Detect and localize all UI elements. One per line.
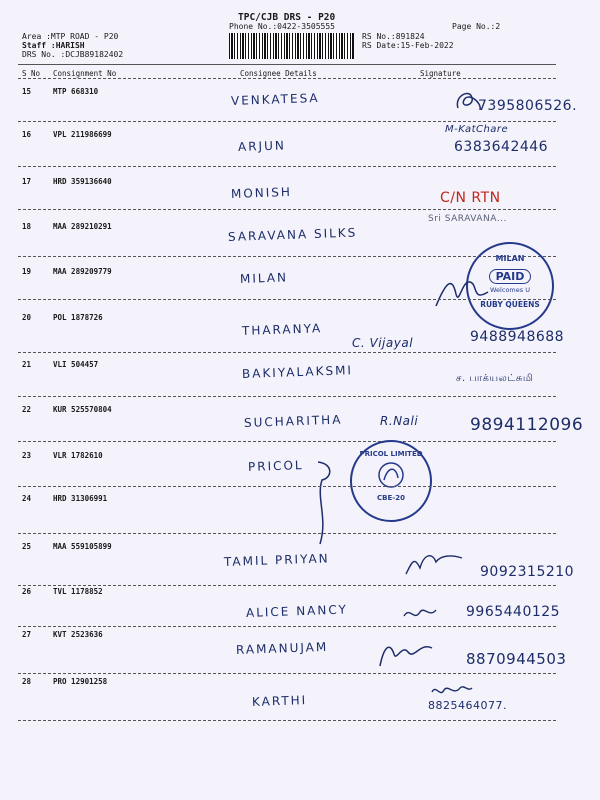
col-consignee-header: Consignee Details: [240, 69, 317, 78]
row-number: 17: [22, 177, 32, 186]
barcode: [229, 33, 354, 59]
consignee-name: MONISH: [230, 184, 293, 201]
contact-note: 6383642446: [454, 139, 549, 155]
contact-note: 7395806526.: [478, 98, 578, 114]
drs-number: DRS No. :DCJB89182402: [22, 50, 124, 59]
signature-scribble: [452, 86, 486, 114]
consignment-no: MAA 559105899: [53, 542, 112, 551]
stamp-paid: PAID: [489, 269, 531, 284]
consignee-name: MILAN: [239, 270, 289, 286]
consignment-no: MAA 289210291: [53, 222, 112, 231]
pricol-stamp: [350, 440, 432, 522]
consignee-name: SUCHARITHA: [243, 412, 343, 430]
signature-text: M-KatChare: [445, 124, 509, 135]
stamp-pricol-bottom: CBE-20: [377, 494, 405, 502]
row-rule: [18, 352, 556, 353]
contact-note: 9092315210: [480, 564, 575, 580]
row-number: 21: [22, 360, 32, 369]
header-rule: [18, 64, 556, 65]
contact-note: 8870944503: [466, 650, 567, 668]
row-number: 26: [22, 587, 32, 596]
staff-label: Staff :HARISH: [22, 41, 85, 50]
row-number: 23: [22, 451, 32, 460]
contact-note: 9488948688: [470, 329, 565, 345]
signature-scribble: [376, 638, 436, 670]
row-rule: [18, 121, 556, 122]
row-rule: [18, 299, 556, 300]
page-number: Page No.:2: [452, 22, 501, 31]
row-rule: [18, 585, 556, 586]
row-rule: [18, 626, 556, 627]
consignee-name: ARJUN: [237, 138, 287, 154]
row-rule: [18, 720, 556, 721]
column-rule: [18, 78, 556, 79]
signature-text: C. Vijayal: [352, 336, 414, 350]
row-number: 27: [22, 630, 32, 639]
stamp-milan-top: MILAN: [495, 254, 525, 263]
consignee-name: BAKIYALAKSMI: [241, 363, 354, 381]
col-sno-header: S No: [22, 69, 41, 78]
rs-date: RS Date:15-Feb-2022: [362, 41, 454, 50]
row-number: 22: [22, 405, 32, 414]
signature-text: R.Nali: [380, 414, 419, 428]
row-rule: [18, 396, 556, 397]
row-number: 15: [22, 87, 32, 96]
row-number: 16: [22, 130, 32, 139]
col-consignment-header: Consignment No: [53, 69, 117, 78]
consignee-name: VENKATESA: [230, 90, 320, 108]
signature-scribble: [428, 682, 474, 700]
row-rule: [18, 166, 556, 167]
row-rule: [18, 209, 556, 210]
row-number: 28: [22, 677, 32, 686]
consignment-no: PRO 12901258: [53, 677, 108, 686]
contact-note: 9894112096: [470, 415, 584, 435]
stamp-pricol-top: PRICOL LIMITED: [359, 450, 423, 458]
signature-scribble: [402, 548, 466, 578]
consignment-no: MTP 668310: [53, 87, 99, 96]
consignee-name: PRICOL: [247, 458, 304, 474]
signature-scribble: [400, 604, 440, 624]
row-rule: [18, 441, 556, 442]
col-signature-header: Signature: [420, 69, 461, 78]
consignment-no: POL 1878726: [53, 313, 103, 322]
signature-text: ச. பாக்யலட்சுமி: [456, 373, 534, 384]
consignee-name: SARAVANA SILKS: [227, 225, 358, 244]
consignment-no: KVT 2523636: [53, 630, 103, 639]
signature-scribble: [432, 272, 492, 312]
consignee-name: KARTHI: [251, 693, 308, 709]
phone-number: Phone No.:0422-3505555: [229, 22, 335, 31]
consignee-name: THARANYA: [241, 321, 323, 338]
row-number: 18: [22, 222, 32, 231]
row-rule: [18, 673, 556, 674]
consignment-no: KUR 525570804: [53, 405, 112, 414]
signature-scribble: [312, 458, 342, 550]
consignment-no: MAA 289209779: [53, 267, 112, 276]
row-rule: [18, 486, 556, 487]
consignment-no: HRD 359136640: [53, 177, 112, 186]
consignment-no: TVL 1178852: [53, 587, 103, 596]
consignee-name: RAMANUJAM: [235, 639, 329, 657]
consignment-no: VLI 504457: [53, 360, 99, 369]
row-number: 19: [22, 267, 32, 276]
contact-note: 9965440125: [466, 604, 561, 620]
row-number: 25: [22, 542, 32, 551]
consignee-name: TAMIL PRIYAN: [223, 551, 330, 569]
consignment-no: HRD 31306991: [53, 494, 108, 503]
stamp-milan-bottom: RUBY QUEENS: [480, 300, 540, 309]
consignment-no: VLR 1782610: [53, 451, 103, 460]
rs-number: RS No.:891824: [362, 32, 425, 41]
row-rule: [18, 533, 556, 534]
contact-note: 8825464077.: [428, 699, 507, 712]
stamp-saravana: Sri SARAVANA...: [428, 214, 507, 224]
sheet-title: TPC/CJB DRS - P20: [238, 12, 336, 23]
row-number: 20: [22, 313, 32, 322]
row-number: 24: [22, 494, 32, 503]
return-note: C/N RTN: [440, 190, 501, 206]
consignee-name: ALICE NANCY: [245, 602, 349, 620]
area-label: Area :MTP ROAD - P20: [22, 32, 119, 41]
consignment-no: VPL 211986699: [53, 130, 112, 139]
stamp-welcome: Welcomes U: [490, 286, 530, 294]
